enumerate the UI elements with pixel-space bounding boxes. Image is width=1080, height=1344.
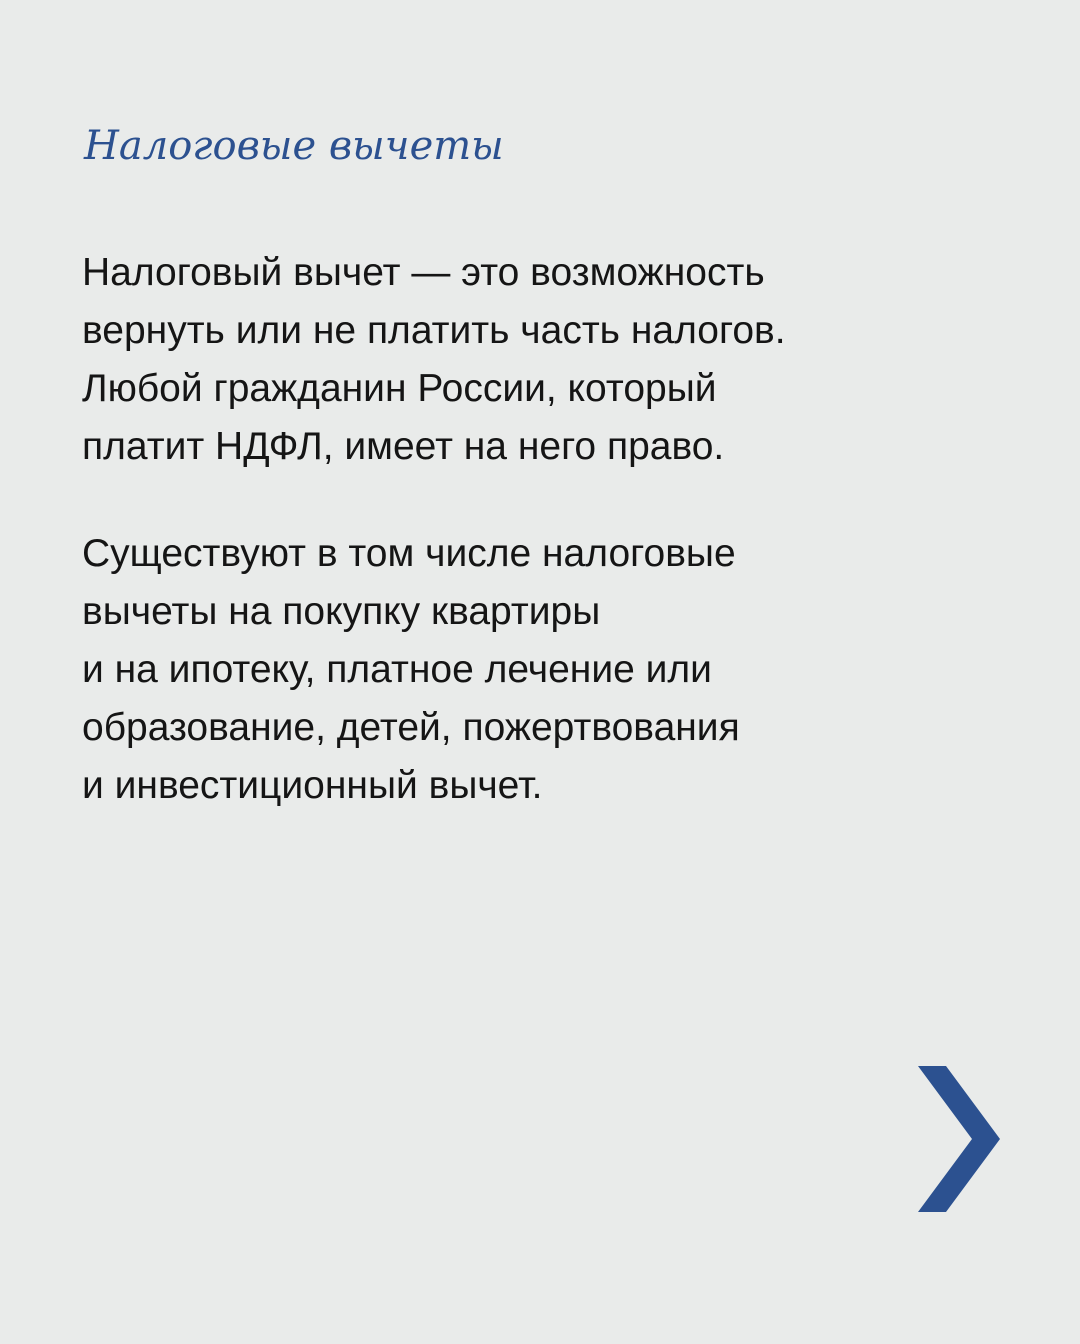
paragraph-line: Налоговый вычет — это возможность [82, 251, 765, 294]
chevron-right-icon[interactable] [918, 1066, 1000, 1212]
paragraph-line: вернуть или не платить часть налогов. [82, 309, 786, 352]
paragraph-line: Существуют в том числе налоговые [82, 532, 736, 575]
paragraph-line: платит НДФЛ, имеет на него право. [82, 425, 725, 468]
paragraph-types [82, 525, 740, 815]
slide-heading: Налоговые вычеты [84, 123, 504, 169]
paragraph-line: и на ипотеку, платное лечение или [82, 648, 712, 691]
paragraph-definition [82, 244, 786, 476]
chevron-right-shape [918, 1066, 1000, 1212]
paragraph-line: образование, детей, пожертвования [82, 706, 740, 749]
paragraph-line: вычеты на покупку квартиры [82, 590, 601, 633]
paragraph-line: Любой гражданин России, который [82, 367, 717, 410]
paragraph-line: и инвестиционный вычет. [82, 764, 543, 807]
